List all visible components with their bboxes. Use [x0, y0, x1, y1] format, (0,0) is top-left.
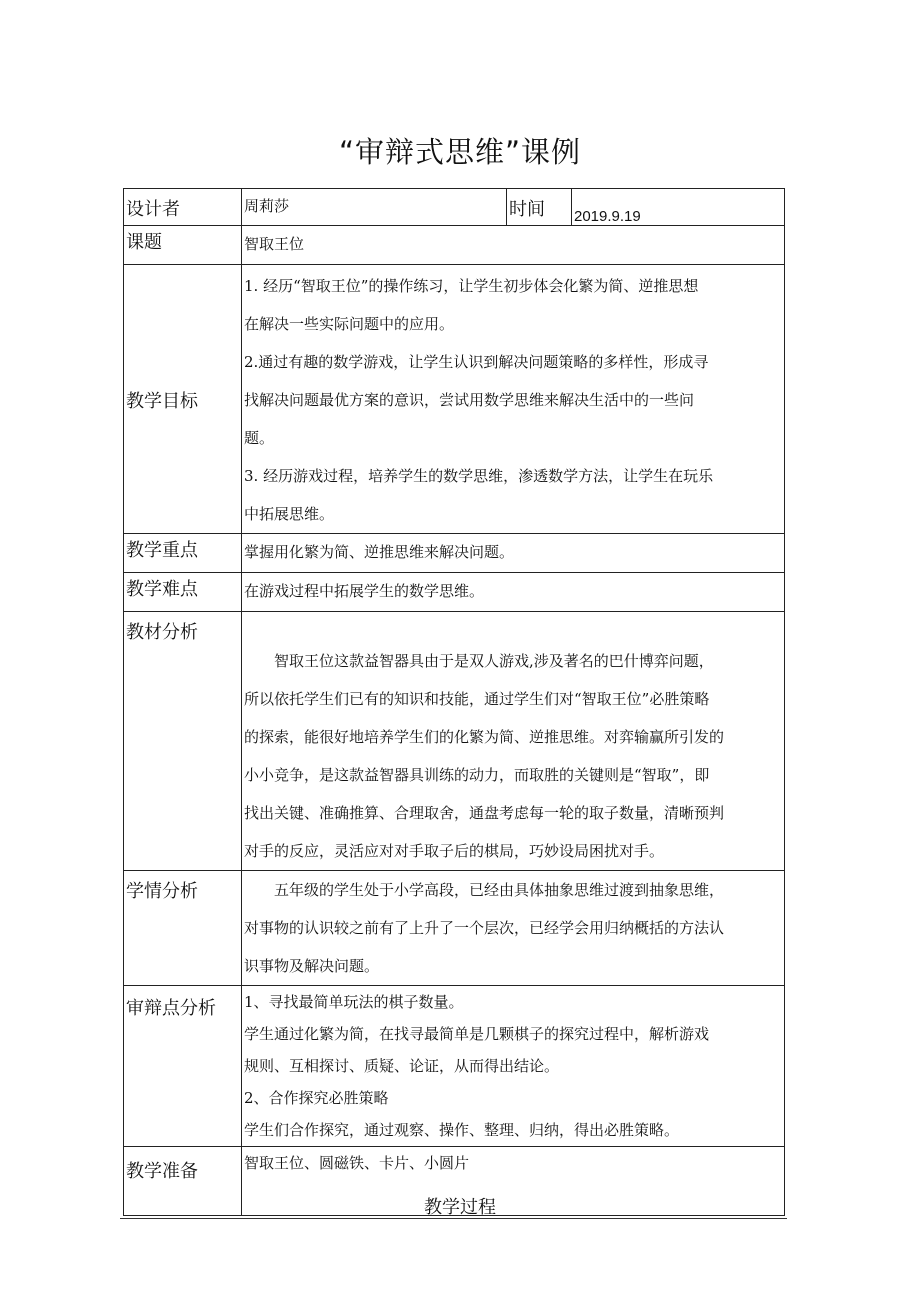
material-row	[124, 612, 785, 871]
material-line: 的探索，能很好地培养学生们的化繁为简、逆推思维。对弈输赢所引发的	[244, 728, 725, 746]
time-label: 时间	[507, 189, 572, 226]
lesson-plan-table	[123, 188, 785, 1216]
time-value: 2019.9.19	[572, 189, 785, 226]
goals-line: 中拓展思维。	[244, 505, 335, 523]
goals-content	[242, 265, 785, 534]
critical-line: 1、寻找最简单玩法的棋子数量。	[244, 993, 464, 1011]
goals-line: 题。	[244, 429, 275, 447]
goals-label: 教学目标	[124, 265, 242, 534]
goals-row	[124, 265, 785, 534]
goals-line: 3. 经历游戏过程，培养学生的数学思维，渗透数学方法，让学生在玩乐	[244, 467, 714, 485]
goals-line: 找解决问题最优方案的意识，尝试用数学思维来解决生活中的一些问	[244, 391, 695, 409]
critical-line: 学生们合作探究，通过观察、操作、整理、归纳，得出必胜策略。	[244, 1121, 680, 1139]
topic-value: 智取王位	[242, 226, 785, 265]
section-title: 教学过程	[424, 1197, 496, 1218]
section-divider	[120, 1218, 787, 1219]
key-points-row	[124, 534, 785, 573]
difficulties-label: 教学难点	[124, 573, 242, 612]
difficulties-row	[124, 573, 785, 612]
critical-row	[124, 986, 785, 1147]
material-line: 小小竞争，是这款益智器具训练的动力，而取胜的关键则是“智取”，即	[244, 766, 710, 784]
material-line: 对手的反应，灵活应对对手取子后的棋局，巧妙设局困扰对手。	[244, 842, 665, 860]
students-line: 五年级的学生处于小学高段，已经由具体抽象思维过渡到抽象思维，	[274, 881, 725, 899]
students-label: 学情分析	[124, 871, 242, 986]
designer-label: 设计者	[124, 189, 242, 226]
topic-row	[124, 226, 785, 265]
designer-row	[124, 189, 785, 226]
students-content	[242, 871, 785, 986]
prep-value: 智取王位、圆磁铁、卡片、小圆片	[242, 1147, 785, 1216]
material-label: 教材分析	[124, 612, 242, 871]
topic-label: 课题	[124, 226, 242, 265]
material-content	[242, 612, 785, 871]
students-row	[124, 871, 785, 986]
difficulties-value: 在游戏过程中拓展学生的数学思维。	[242, 573, 785, 612]
key-points-label: 教学重点	[124, 534, 242, 573]
material-line: 所以依托学生们已有的知识和技能，通过学生们对“智取王位”必胜策略	[244, 690, 710, 708]
critical-label: 审辩点分析	[124, 986, 242, 1147]
prep-label: 教学准备	[124, 1147, 242, 1216]
critical-content	[242, 986, 785, 1147]
critical-line: 规则、互相探讨、质疑、论证，从而得出结论。	[244, 1057, 560, 1075]
students-line: 对事物的认识较之前有了上升了一个层次，已经学会用归纳概括的方法认	[244, 919, 725, 937]
critical-line: 2、合作探究必胜策略	[244, 1089, 389, 1107]
critical-line: 学生通过化繁为简，在找寻最简单是几颗棋子的探究过程中，解析游戏	[244, 1025, 710, 1043]
material-line: 智取王位这款益智器具由于是双人游戏,涉及著名的巴什博弈问题，	[274, 652, 714, 670]
goals-line: 1. 经历“智取王位”的操作练习，让学生初步体会化繁为简、逆推思想	[244, 277, 699, 295]
document-title: “审辩式思维”课例	[338, 135, 582, 169]
goals-line: 2.通过有趣的数学游戏，让学生认识到解决问题策略的多样性，形成寻	[244, 353, 709, 371]
key-points-value: 掌握用化繁为简、逆推思维来解决问题。	[242, 534, 785, 573]
designer-value: 周莉莎	[242, 189, 507, 226]
goals-line: 在解决一些实际问题中的应用。	[244, 315, 455, 333]
material-line: 找出关键、准确推算、合理取舍，通盘考虑每一轮的取子数量，清晰预判	[244, 804, 725, 822]
students-line: 识事物及解决问题。	[244, 957, 380, 975]
